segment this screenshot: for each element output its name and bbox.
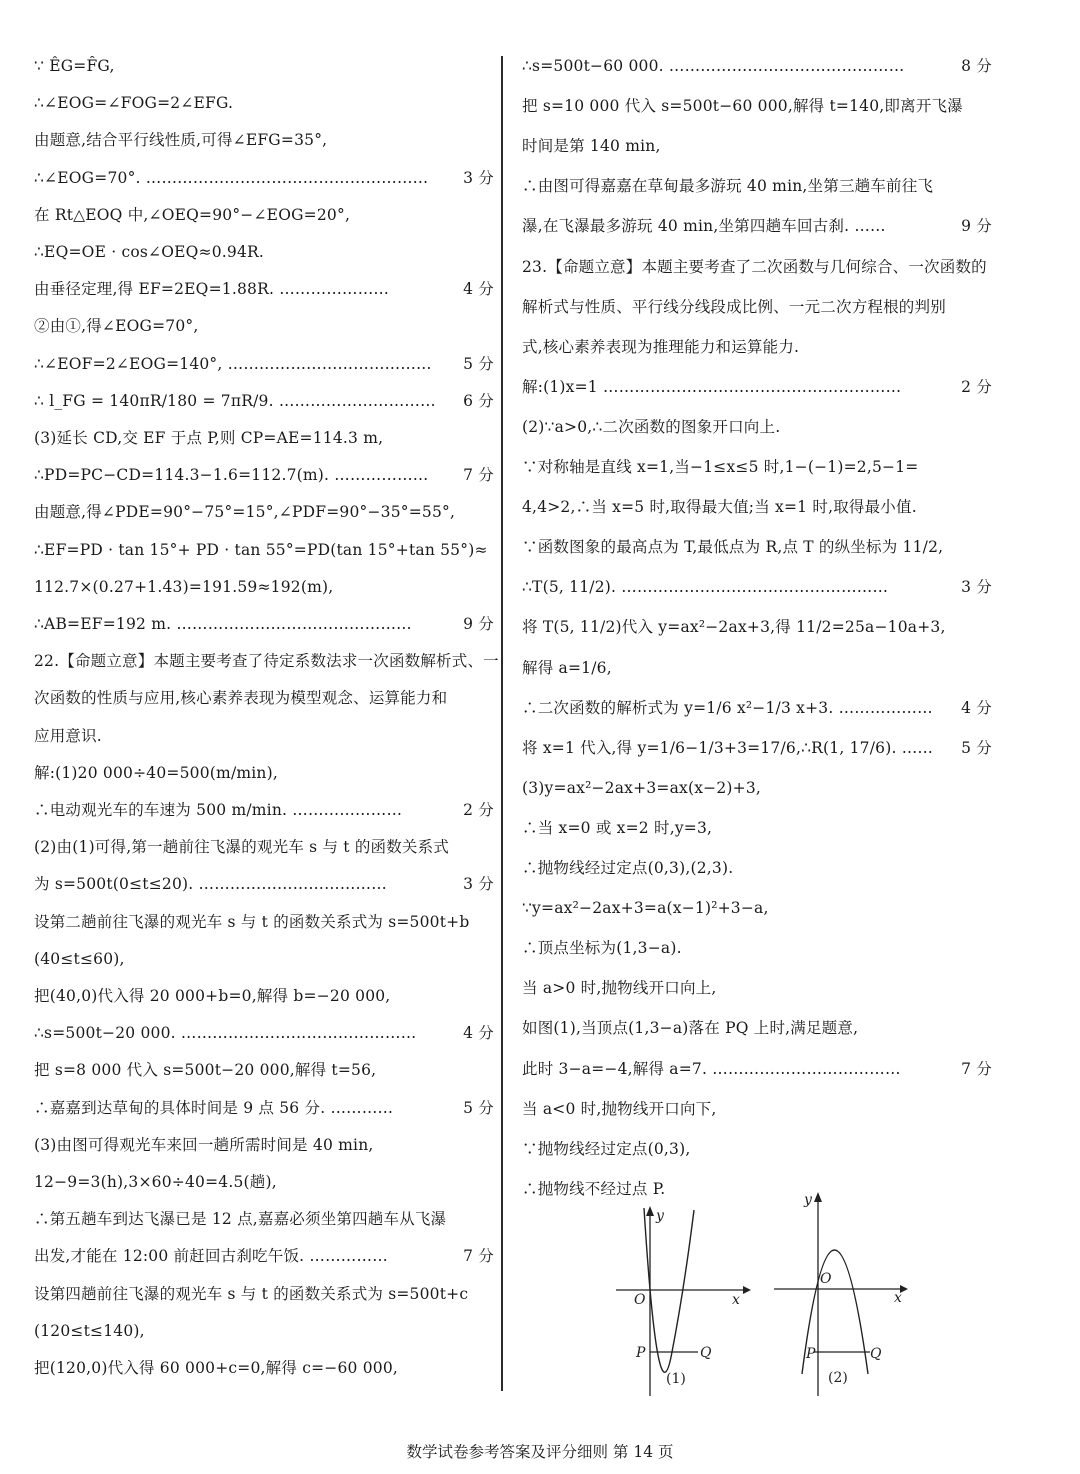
fig2-y-label: y [804,1192,812,1208]
figure-1-upward-parabola [598,1200,758,1400]
page-footer: 数学试卷参考答案及评分细则 第 14 页 [406,1443,674,1461]
text-line [34,1172,494,1192]
text-line [34,614,494,634]
text-line [34,912,494,932]
text-line [34,465,494,485]
text-line [522,858,992,878]
line-text: 当 a<0 时,抛物线开口向下, [522,1099,717,1118]
text-line [34,502,494,522]
score-points: 6 分 [463,391,494,410]
line-text: 12−9=3(h),3×60÷40=4.5(趟), [34,1173,277,1191]
line-text: (3)由图可得观光车来回一趟所需时间是 40 min, [34,1135,374,1154]
text-line [522,96,992,116]
text-line [34,1135,494,1155]
text-line [34,763,494,783]
line-text: 把 s=10 000 代入 s=500t−60 000,解得 t=140,即离开飞瀑 [522,97,963,116]
line-text: (3)y=ax²−2ax+3=ax(x−2)+3, [522,778,762,797]
score-points: 4 分 [463,1024,494,1043]
line-text: 解得 a=1/6, [522,658,612,677]
text-line [34,130,494,150]
line-text: ∴∠EOG=∠FOG=2∠EFG. [34,94,234,113]
line-text: ∴∠EOF=2∠EOG=140°, ………………………………… [34,354,432,373]
line-text: 22.【命题立意】本题主要考查了待定系数法求一次函数解析式、一 [34,652,499,671]
line-text: 当 a>0 时,抛物线开口向上, [522,979,717,998]
fig2-q-label: Q [870,1346,882,1362]
text-line [522,1099,992,1119]
text-line [522,297,992,317]
text-line [522,738,992,758]
line-text: 时间是第 140 min, [522,137,661,156]
text-line [34,540,494,560]
text-line [34,1209,494,1229]
line-text: ∴第五趟车到达飞瀑已是 12 点,嘉嘉必须坐第四趟车从飞瀑 [34,1210,447,1229]
score-points: 2 分 [463,801,494,819]
line-text: (3)延长 CD,交 EF 于点 P,则 CP=AE=114.3 m, [34,429,384,447]
text-line [34,354,494,374]
line-text: ∴EF=PD · tan 15°+ PD · tan 55°=PD(tan 15°+tan 55°)≈ [34,540,488,559]
line-text: ∵函数图象的最高点为 T,最低点为 R,点 T 的纵坐标为 11/2, [522,538,944,557]
text-line [34,391,494,411]
text-line [34,949,494,969]
line-text: ∴抛物线不经过点 P. [522,1179,666,1198]
line-text: ∴ l_FG = 140πR/180 = 7πR/9. ………………………… [34,391,436,410]
line-text: 解析式与性质、平行线分线段成比例、一元二次方程根的判别 [522,297,946,316]
text-line [34,1284,494,1304]
fig2-x-label: x [894,1290,902,1306]
text-line [34,1098,494,1118]
text-line [522,56,992,76]
text-line [34,1246,494,1266]
score-points: 3 分 [961,578,992,597]
line-text: 在 Rt△EOQ 中,∠OEQ=90°−∠EOG=20°, [34,205,351,224]
text-line [522,617,992,637]
text-line [522,337,992,357]
text-line [522,457,992,477]
line-text: ∴s=500t−20 000. ……………………………………… [34,1024,417,1043]
line-text: 由垂径定理,得 EF=2EQ=1.88R. ………………… [34,280,390,299]
text-line [522,818,992,838]
line-text: ∵y=ax²−2ax+3=a(x−1)²+3−a, [522,899,769,918]
score-points: 2 分 [961,377,992,396]
text-line [522,938,992,958]
text-line [522,136,992,156]
text-line [522,497,992,517]
text-line [522,898,992,918]
line-text: ∴∠EOG=70°. ……………………………………………… [34,168,429,187]
line-text: 解:(1)x=1 ………………………………………………… [522,377,902,396]
text-line [34,986,494,1006]
line-text: 4,4>2,∴当 x=5 时,取得最大值;当 x=1 时,取得最小值. [522,498,917,517]
text-line [522,1059,992,1079]
text-line [34,577,494,597]
text-line [34,837,494,857]
score-points: 5 分 [463,1098,494,1117]
line-text: (2)由(1)可得,第一趟前往飞瀑的观光车 s 与 t 的函数关系式 [34,838,450,857]
line-text: 应用意识. [34,726,102,745]
text-line [34,1060,494,1080]
fig2-p-label: P [806,1346,816,1362]
line-text: ∴AB=EF=192 m. ……………………………………… [34,615,412,633]
line-text: ∴嘉嘉到达草甸的具体时间是 9 点 56 分. ………… [34,1098,394,1117]
score-points: 7 分 [961,1059,992,1078]
line-text: 为 s=500t(0≤t≤20). ……………………………… [34,875,387,894]
score-points: 7 分 [463,1247,494,1266]
text-line [522,216,992,236]
line-text: ∴PD=PC−CD=114.3−1.6=112.7(m). ……………… [34,466,429,485]
line-text: 将 T(5, 11/2)代入 y=ax²−2ax+3,得 11/2=25a−10a+3, [522,618,946,637]
text-line [34,1321,494,1341]
line-text: 如图(1),当顶点(1,3−a)落在 PQ 上时,满足题意, [522,1019,859,1038]
text-line [34,56,494,76]
line-text: 把(40,0)代入得 20 000+b=0,解得 b=−20 000, [34,987,391,1005]
line-text: 解:(1)20 000÷40=500(m/min), [34,763,278,782]
text-line [522,698,992,718]
line-text: 出发,才能在 12:00 前赶回古刹吃午饭. …………… [34,1247,388,1266]
line-text: 次函数的性质与应用,核心素养表现为模型观念、运算能力和 [34,689,448,708]
text-line [522,377,992,397]
text-line [522,978,992,998]
text-line [522,417,992,437]
text-line [522,778,992,798]
line-text: ∵抛物线经过定点(0,3), [522,1139,691,1158]
fig1-y-label: y [656,1208,664,1224]
score-points: 3 分 [463,875,494,894]
line-text: 由题意,结合平行线性质,可得∠EFG=35°, [34,131,328,150]
text-line [34,93,494,113]
line-text: 把(120,0)代入得 60 000+c=0,解得 c=−60 000, [34,1359,399,1377]
text-line [34,205,494,225]
fig1-caption: (1) [666,1371,686,1387]
text-line [522,257,992,277]
score-points: 4 分 [961,698,992,717]
score-points: 3 分 [463,168,494,187]
line-text: ∴顶点坐标为(1,3−a). [522,939,682,958]
text-line [522,537,992,557]
line-text: ∴抛物线经过定点(0,3),(2,3). [522,859,734,877]
text-line [34,874,494,894]
line-text: 把 s=8 000 代入 s=500t−20 000,解得 t=56, [34,1061,377,1080]
score-points: 9 分 [463,615,494,633]
text-line [34,242,494,262]
text-line [522,176,992,196]
line-text: ∴EQ=OE · cos∠OEQ≈0.94R. [34,243,265,261]
text-line [34,168,494,188]
text-line [34,688,494,708]
line-text: (120≤t≤140), [34,1321,145,1340]
fig1-p-label: P [636,1345,646,1361]
text-line [522,1139,992,1159]
score-points: 9 分 [961,217,992,236]
line-text: ②由①,得∠EOG=70°, [34,317,199,336]
text-line [34,1358,494,1378]
fig1-origin-label: O [634,1292,646,1308]
text-line [34,1023,494,1043]
text-line [522,577,992,597]
column-divider [501,56,503,1391]
score-points: 8 分 [961,57,992,75]
score-points: 5 分 [961,738,992,757]
line-text: 设第四趟前往飞瀑的观光车 s 与 t 的函数关系式为 s=500t+c [34,1284,469,1303]
line-text: ∴T(5, 11/2). …………………………………………… [522,578,889,597]
line-text: 由题意,得∠PDE=90°−75°=15°,∠PDF=90°−35°=55°, [34,503,456,522]
line-text: 23.【命题立意】本题主要考查了二次函数与几何综合、一次函数的 [522,257,987,276]
line-text: 将 x=1 代入,得 y=1/6−1/3+3=17/6,∴R(1, 17/6). …… [522,738,934,757]
line-text: 式,核心素养表现为推理能力和运算能力. [522,337,800,356]
line-text: 设第二趟前往飞瀑的观光车 s 与 t 的函数关系式为 s=500t+b [34,912,470,931]
line-text: ∴当 x=0 或 x=2 时,y=3, [522,818,713,837]
fig1-x-label: x [732,1292,740,1308]
text-line [522,658,992,678]
fig2-caption: (2) [828,1370,848,1386]
text-line [34,428,494,448]
fig2-origin-label: O [820,1271,832,1287]
line-text: ∴电动观光车的车速为 500 m/min. ………………… [34,801,403,819]
line-text: ∴s=500t−60 000. ……………………………………… [522,57,905,75]
score-points: 5 分 [463,354,494,373]
line-text: 112.7×(0.27+1.43)=191.59≈192(m), [34,577,334,596]
line-text: 瀑,在飞瀑最多游玩 40 min,坐第四趟车回古刹. …… [522,217,886,236]
line-text: (2)∵a>0,∴二次函数的图象开口向上. [522,417,781,436]
line-text: (40≤t≤60), [34,949,125,968]
score-points: 7 分 [463,466,494,485]
line-text: ∵ ÊG=F̂G, [34,57,115,75]
text-line [522,1018,992,1038]
text-line [34,726,494,746]
score-points: 4 分 [463,280,494,299]
text-line [34,651,499,671]
text-line [34,279,494,299]
text-line [34,316,494,336]
fig1-q-label: Q [700,1345,712,1361]
text-line [34,800,494,820]
line-text: ∴由图可得嘉嘉在草甸最多游玩 40 min,坐第三趟车前往飞 [522,177,934,196]
line-text: ∴二次函数的解析式为 y=1/6 x²−1/3 x+3. ……………… [522,698,933,717]
figure-2-downward-parabola [762,1186,922,1400]
line-text: ∵对称轴是直线 x=1,当−1≤x≤5 时,1−(−1)=2,5−1= [522,458,919,476]
line-text: 此时 3−a=−4,解得 a=7. ……………………………… [522,1059,901,1078]
